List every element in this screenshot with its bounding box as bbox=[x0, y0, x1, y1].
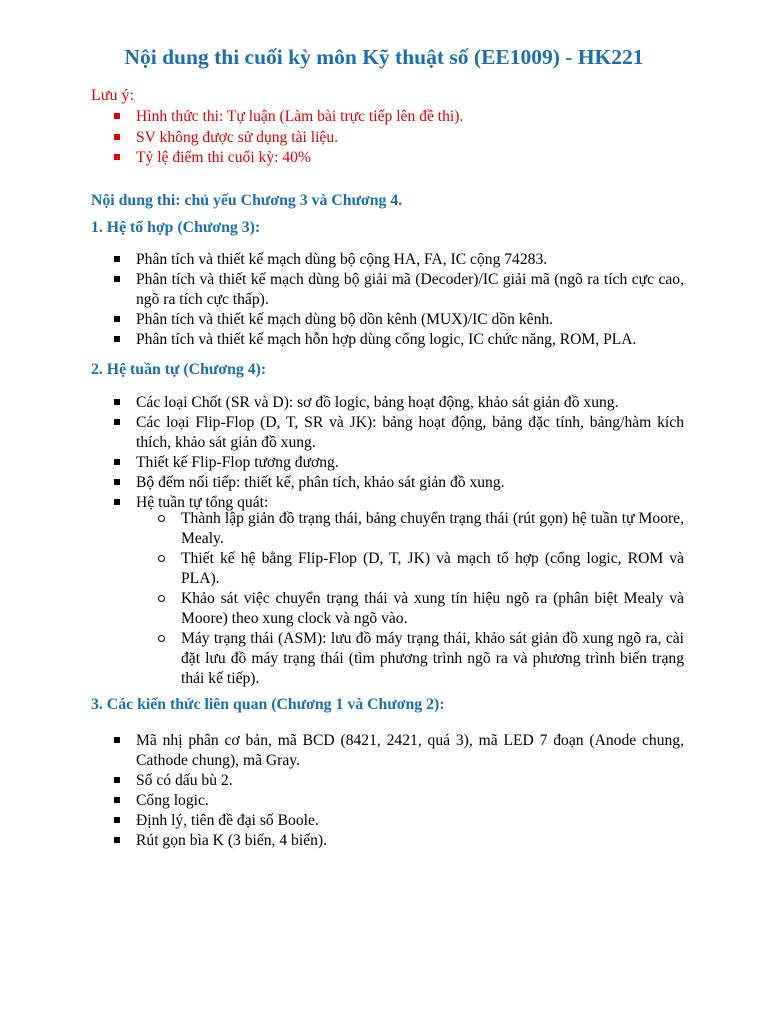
sublist-item: Thiết kế hệ bằng Flip-Flop (D, T, JK) và mạch tổ hợp (cổng logic, ROM và PLA). bbox=[157, 549, 684, 589]
document-title: Nội dung thi cuối kỳ môn Kỹ thuật số (EE1009) - HK221 bbox=[124, 45, 644, 69]
list-item: Phân tích và thiết kế mạch dùng bộ dồn kênh (MUX)/IC dồn kênh. bbox=[112, 310, 684, 330]
list-item: Rút gọn bìa K (3 biến, 4 biến). bbox=[112, 831, 684, 851]
square-bullet-icon bbox=[114, 777, 120, 783]
sublist-item: Thành lập giản đồ trạng thái, bảng chuyển trạng thái (rút gọn) hệ tuần tự Moore, Mealy. bbox=[157, 509, 684, 549]
list-item: Hệ tuần tự tổng quát: bbox=[112, 493, 684, 513]
square-bullet-icon bbox=[114, 459, 120, 465]
square-bullet-icon bbox=[114, 499, 120, 505]
sublist-item: Khảo sát việc chuyển trạng thái và xung tín hiệu ngõ ra (phân biệt Mealy và Moore) theo xung clock và ngõ vào. bbox=[157, 589, 684, 629]
list-item: Bộ đếm nối tiếp: thiết kế, phân tích, khảo sát giản đồ xung. bbox=[112, 473, 684, 493]
section-heading-3: 3. Các kiến thức liên quan (Chương 1 và Chương 2): bbox=[91, 696, 445, 713]
sublist-item: Máy trạng thái (ASM): lưu đồ máy trạng thái, khảo sát giản đồ xung ngõ ra, cài đặt lưu đồ máy trạng thái (tìm phương trình ngõ ra và phương trình biến trạng thái kế tiếp). bbox=[157, 629, 684, 689]
section-heading-1: 1. Hệ tổ hợp (Chương 3): bbox=[91, 219, 261, 236]
section-heading-2: 2. Hệ tuần tự (Chương 4): bbox=[91, 361, 267, 378]
section-2-sublist bbox=[157, 509, 684, 689]
note-list bbox=[112, 107, 463, 169]
square-bullet-icon bbox=[114, 276, 120, 282]
note-item: Tỷ lệ điểm thi cuối kỳ: 40% bbox=[112, 148, 463, 169]
circle-bullet-icon bbox=[158, 595, 165, 602]
list-item: Cổng logic. bbox=[112, 791, 684, 811]
section-3-list bbox=[112, 731, 684, 851]
list-item: Phân tích và thiết kế mạch dùng bộ giải mã (Decoder)/IC giải mã (ngõ ra tích cực cao, ngõ ra tích cực thấp). bbox=[112, 270, 684, 310]
note-label: Lưu ý: bbox=[91, 87, 134, 104]
square-bullet-icon bbox=[114, 316, 120, 322]
square-bullet-icon bbox=[114, 336, 120, 342]
square-bullet-icon bbox=[114, 134, 120, 140]
square-bullet-icon bbox=[114, 737, 120, 743]
list-item: Phân tích và thiết kế mạch dùng bộ cộng HA, FA, IC cộng 74283. bbox=[112, 250, 684, 270]
list-item: Mã nhị phân cơ bản, mã BCD (8421, 2421, quá 3), mã LED 7 đoạn (Anode chung, Cathode chung), mã Gray. bbox=[112, 731, 684, 771]
list-item: Định lý, tiên đề đại số Boole. bbox=[112, 811, 684, 831]
list-item: Các loại Chốt (SR và D): sơ đồ logic, bảng hoạt động, khảo sát giản đồ xung. bbox=[112, 393, 684, 413]
list-item: Thiết kế Flip-Flop tương đương. bbox=[112, 453, 684, 473]
list-item: Phân tích và thiết kế mạch hỗn hợp dùng cổng logic, IC chức năng, ROM, PLA. bbox=[112, 330, 684, 350]
circle-bullet-icon bbox=[158, 515, 165, 522]
section-2-list bbox=[112, 393, 684, 513]
square-bullet-icon bbox=[114, 817, 120, 823]
square-bullet-icon bbox=[114, 399, 120, 405]
circle-bullet-icon bbox=[158, 555, 165, 562]
square-bullet-icon bbox=[114, 154, 120, 160]
circle-bullet-icon bbox=[158, 635, 165, 642]
section-1-list bbox=[112, 250, 684, 350]
list-item: Số có dấu bù 2. bbox=[112, 771, 684, 791]
content-heading: Nội dung thi: chủ yếu Chương 3 và Chương 4. bbox=[91, 192, 403, 209]
note-item: SV không được sử dụng tài liệu. bbox=[112, 128, 463, 149]
list-item: Các loại Flip-Flop (D, T, SR và JK): bảng hoạt động, bảng đặc tính, bảng/hàm kích thích, khảo sát giản đồ xung. bbox=[112, 413, 684, 453]
square-bullet-icon bbox=[114, 837, 120, 843]
square-bullet-icon bbox=[114, 256, 120, 262]
square-bullet-icon bbox=[114, 419, 120, 425]
square-bullet-icon bbox=[114, 113, 120, 119]
square-bullet-icon bbox=[114, 797, 120, 803]
square-bullet-icon bbox=[114, 479, 120, 485]
note-item: Hình thức thi: Tự luận (Làm bài trực tiếp lên đề thi). bbox=[112, 107, 463, 128]
